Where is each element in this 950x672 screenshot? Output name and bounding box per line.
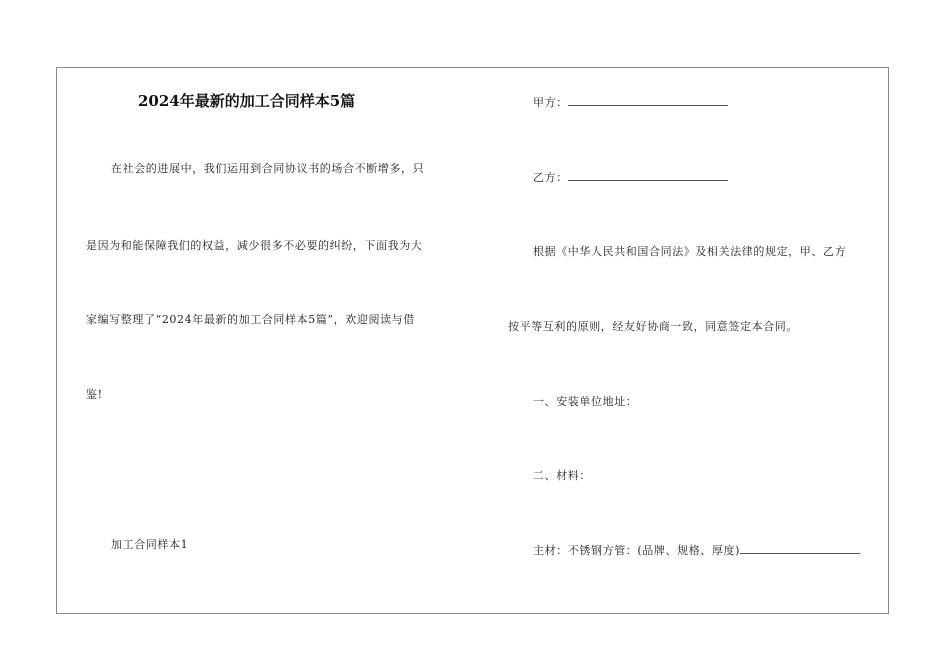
- intro-line-2: 是因为和能保障我们的权益，减少很多不必要的纠纷，下面我为大: [86, 239, 423, 252]
- document-page-frame: [56, 67, 889, 614]
- party-a-blank[interactable]: [568, 95, 728, 106]
- basis-line-2: 按平等互利的原则，经友好协商一致，同意签定本合同。: [508, 320, 798, 333]
- main-material-row: [533, 542, 860, 558]
- section-one-heading: 一、安装单位地址：: [533, 395, 638, 408]
- intro-line-3: 家编写整理了“2024年最新的加工合同样本5篇”，欢迎阅读与借: [86, 313, 415, 326]
- section-two-heading: 二、材料：: [533, 469, 591, 482]
- basis-line-1: 根据《中华人民共和国合同法》及相关法律的规定，甲、乙方: [533, 245, 847, 258]
- party-b-row: [533, 169, 728, 185]
- party-a-label: 甲方：: [533, 96, 568, 109]
- main-material-label: 主材：不锈钢方管：(品牌、规格、厚度): [533, 544, 740, 557]
- party-a-row: [533, 94, 728, 110]
- main-material-blank[interactable]: [740, 543, 860, 554]
- sample-heading: 加工合同样本1: [111, 538, 189, 551]
- intro-line-4: 鉴!: [86, 388, 103, 401]
- party-b-label: 乙方：: [533, 171, 568, 184]
- document-title: 2024年最新的加工合同样本5篇: [138, 92, 356, 110]
- party-b-blank[interactable]: [568, 170, 728, 181]
- intro-line-1: 在社会的进展中，我们运用到合同协议书的场合不断增多，只: [111, 162, 425, 175]
